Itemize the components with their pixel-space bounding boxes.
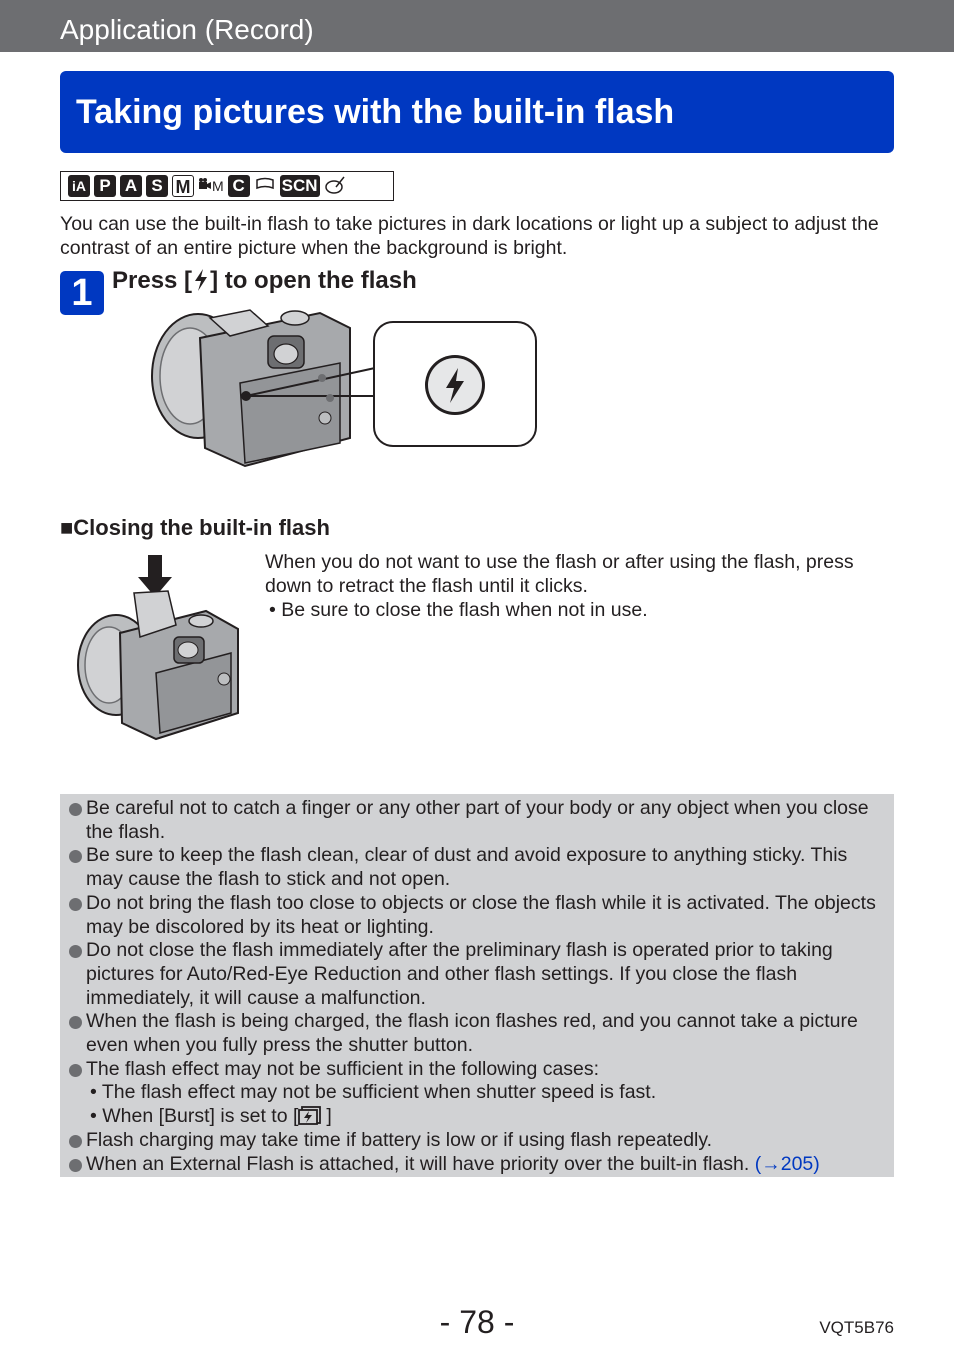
flash-open-button-icon xyxy=(423,353,487,417)
bullet-dot-icon xyxy=(69,898,82,911)
document-code: VQT5B76 xyxy=(819,1318,894,1337)
note-text: Do not close the flash immediately after the preliminary flash is operated prior to taking pictures for Auto/Red-Eye Reduction and other flash settings. If you close the flash immediately, it will cause a malfunction. xyxy=(86,939,833,1009)
mode-s-icon: S xyxy=(146,175,168,197)
section-title: Application (Record) xyxy=(60,14,314,45)
note-item xyxy=(68,892,884,939)
note-text: Do not bring the flash too close to objects or close the flash while it is activated. The objects may be discolored by its heat or lighting. xyxy=(86,891,876,938)
mode-intelligent-auto-icon: iA xyxy=(68,175,90,197)
note-sub-item-burst xyxy=(68,1105,884,1129)
note-item xyxy=(68,939,884,1010)
bullet-dot-icon xyxy=(69,1064,82,1077)
note-text: Be sure to keep the flash clean, clear of dust and avoid exposure to anything sticky. This may cause the flash to stick and not open. xyxy=(86,844,848,891)
burst-flash-icon xyxy=(298,1105,326,1125)
step-title xyxy=(112,266,417,296)
note-item xyxy=(68,1010,884,1057)
camera-back-illustration xyxy=(150,298,380,470)
bullet-dot-icon xyxy=(69,803,82,816)
note-text: When the flash is being charged, the flash icon flashes red, and you cannot take a picture even when you fully press the shutter button. xyxy=(86,1010,858,1057)
note-item xyxy=(68,1129,884,1153)
bullet-dot-icon xyxy=(69,1135,82,1148)
closing-flash-instruction: When you do not want to use the flash or after using the flash, press down to retract the flash until it clicks. xyxy=(265,551,854,597)
mode-custom-icon: C xyxy=(228,175,250,197)
recording-modes-box xyxy=(60,171,394,201)
page-reference-link[interactable]: (→205) xyxy=(754,1152,820,1175)
note-item xyxy=(68,797,884,844)
mode-m-icon: M xyxy=(172,175,194,197)
notes-list xyxy=(68,797,884,1081)
mode-creative-icon xyxy=(324,175,346,197)
closing-flash-text xyxy=(265,550,875,622)
note-item xyxy=(68,844,884,891)
note-text: Be careful not to catch a finger or any other part of your body or any object when you close the flash. xyxy=(86,797,869,843)
note-sub-burst-after: ] xyxy=(326,1105,332,1128)
bullet-dot-icon xyxy=(69,1016,82,1029)
note-item xyxy=(68,1058,884,1082)
camera-close-flash-illustration xyxy=(76,553,244,743)
page-title-banner xyxy=(60,71,894,153)
closing-flash-heading: ■Closing the built-in flash xyxy=(60,515,330,540)
intro-paragraph: You can use the built-in flash to take pictures in dark locations or light up a subject to adjust the contrast of an entire picture when the background is bright. xyxy=(60,213,879,259)
bullet-dot-icon xyxy=(69,1159,82,1172)
section-header-bar xyxy=(0,0,954,52)
note-text: Flash charging may take time if battery is low or if using flash repeatedly. xyxy=(86,1128,713,1151)
bullet-dot-icon xyxy=(69,850,82,863)
bullet-dot-icon xyxy=(69,945,82,958)
mode-movie-icon xyxy=(198,175,224,197)
note-sub-burst-before: • When [Burst] is set to [ xyxy=(90,1105,299,1128)
mode-movie-label: M xyxy=(212,178,224,194)
page-number: - 78 - xyxy=(439,1304,515,1340)
notes-box xyxy=(60,794,894,1177)
note-text: When an External Flash is attached, it will have priority over the built-in flash. xyxy=(86,1152,755,1175)
step-title-before: Press [ xyxy=(112,267,193,294)
mode-panorama-icon xyxy=(254,175,276,197)
mode-p-icon: P xyxy=(94,175,116,197)
mode-scene-icon: SCN xyxy=(281,176,318,195)
step-number-badge: 1 xyxy=(60,271,104,315)
notes-tail-list xyxy=(68,1129,884,1153)
note-text: The flash effect may not be sufficient in the following cases: xyxy=(86,1057,600,1080)
note-sub-item: • The flash effect may not be sufficient when shutter speed is fast. xyxy=(90,1081,657,1104)
mode-a-icon: A xyxy=(120,175,142,197)
note-item-external-flash xyxy=(68,1153,884,1177)
step-title-after: ] to open the flash xyxy=(210,267,417,294)
closing-flash-reminder: • Be sure to close the flash when not in use. xyxy=(269,599,648,621)
page-title: Taking pictures with the built-in flash xyxy=(76,93,675,131)
flash-icon xyxy=(192,268,210,292)
flash-button-callout xyxy=(373,321,537,447)
